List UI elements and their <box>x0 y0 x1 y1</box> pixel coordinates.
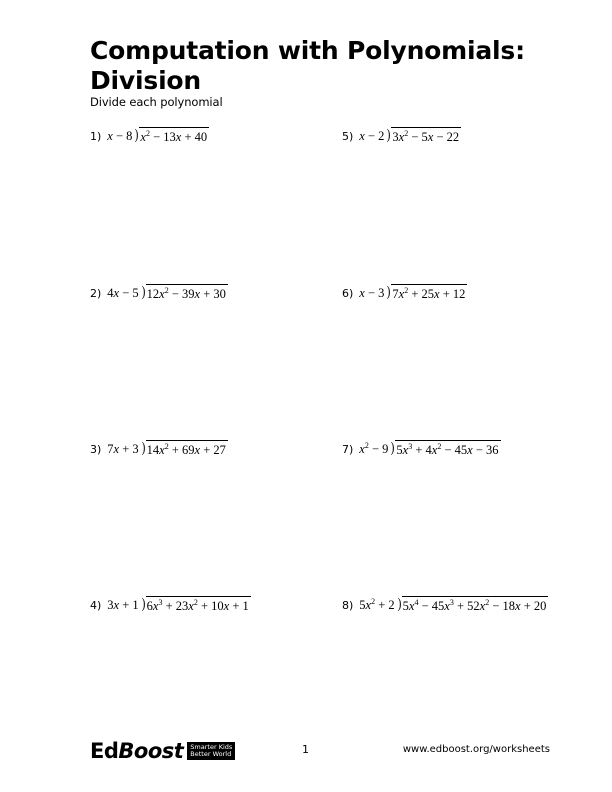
problem-7 <box>342 440 501 460</box>
problem-3 <box>90 440 228 460</box>
division-bracket: ) <box>391 440 395 456</box>
problem-8 <box>342 596 548 616</box>
logo-wordmark: EdBoost <box>90 739 184 763</box>
divisor: 7x + 3 <box>107 442 139 456</box>
title-line-1: Computation with Polynomials: <box>90 36 525 65</box>
problem-number: 8) <box>342 599 354 612</box>
divisor: x − 2 <box>359 129 385 143</box>
divisor: 3x + 1 <box>107 598 139 612</box>
problem-number: 4) <box>90 599 102 612</box>
division-bracket: ) <box>141 596 146 612</box>
dividend: $12x^2 - 39x + 30$ <box>146 286 226 301</box>
instructions: Divide each polynomial <box>90 95 223 109</box>
problem-number: 1) <box>90 130 102 143</box>
dividend: $5x^3 + 4x^2 - 45x - 36$ <box>396 442 499 457</box>
division-bracket: ) <box>397 596 402 612</box>
problem-2 <box>90 284 228 304</box>
divisor: $x^2 - 9$ <box>359 441 389 456</box>
problem-number: 2) <box>90 287 102 300</box>
footer-url: www.edboost.org/worksheets <box>402 744 550 755</box>
page-title <box>90 36 525 96</box>
dividend: $7x^2 + 25x + 12$ <box>392 286 466 301</box>
dividend: $3x^2 - 5x - 22$ <box>392 129 460 144</box>
dividend: $6x^3 + 23x^2 + 10x + 1$ <box>146 598 249 613</box>
edboost-logo <box>90 738 235 764</box>
logo-tagline: Smarter Kids Better World <box>187 742 235 760</box>
dividend: $x^2 - 13x + 40$ <box>140 129 208 144</box>
divisor: 4x − 5 <box>107 286 139 300</box>
divisor: $5x^2 + 2$ <box>359 597 395 612</box>
dividend: $5x^4 - 45x^3 + 52x^2 - 18x + 20$ <box>402 598 547 613</box>
division-bracket: ) <box>141 440 146 456</box>
problem-4 <box>90 596 251 616</box>
problem-number: 6) <box>342 287 354 300</box>
division-bracket: ) <box>141 284 146 300</box>
division-bracket: ) <box>135 127 139 143</box>
division-bracket: ) <box>387 284 391 300</box>
problem-number: 3) <box>90 443 102 456</box>
divisor: x − 8 <box>107 129 133 143</box>
problem-number: 7) <box>342 443 354 456</box>
division-bracket: ) <box>387 127 391 143</box>
dividend: $14x^2 + 69x + 27$ <box>146 442 226 457</box>
page-number: 1 <box>302 743 309 756</box>
problem-5 <box>342 127 461 147</box>
problem-1 <box>90 127 209 147</box>
title-line-2: Division <box>90 66 202 95</box>
problem-number: 5) <box>342 130 354 143</box>
divisor: x − 3 <box>359 286 385 300</box>
problem-6 <box>342 284 467 304</box>
